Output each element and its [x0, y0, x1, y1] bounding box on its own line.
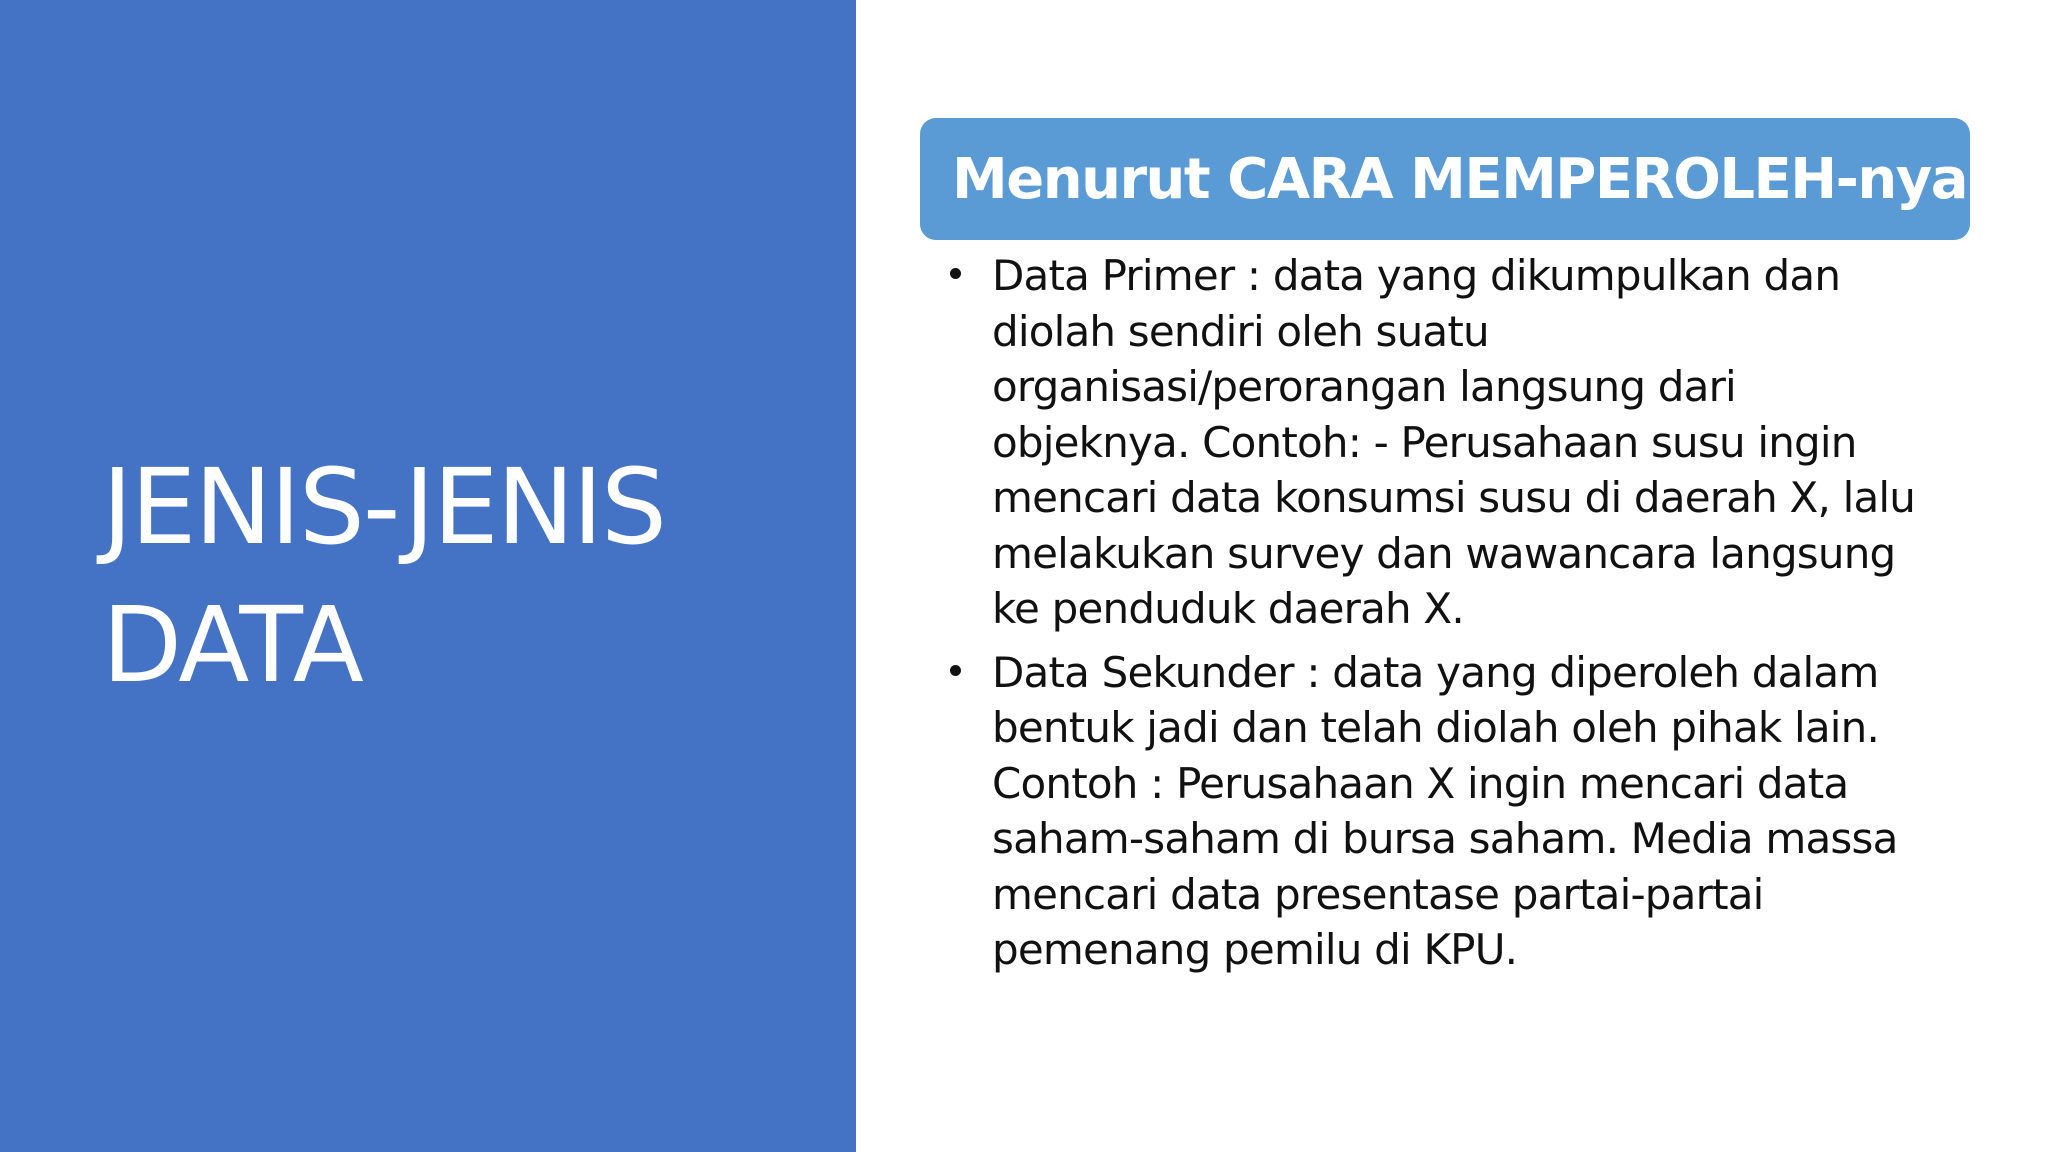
bullet-item-data-primer: [950, 248, 1942, 637]
bullet-text-line: ke penduduk daerah X.: [992, 584, 1464, 633]
bullet-text-line: Data Sekunder : data yang diperoleh dalam: [992, 647, 1879, 697]
bullet-item-data-sekunder: [950, 645, 1942, 978]
bullet-text-line: bentuk jadi dan telah diolah oleh pihak lain.: [992, 703, 1879, 752]
bullet-text-line: mencari data konsumsi susu di daerah X, lalu: [992, 473, 1916, 522]
bullet-text-line: saham-saham di bursa saham. Media massa: [992, 814, 1898, 863]
bullet-text-line: diolah sendiri oleh suatu: [992, 306, 1489, 356]
bullet-text-line: pemenang pemilu di KPU.: [992, 925, 1518, 974]
slide-title-line: DATA: [102, 584, 362, 706]
bullet-text-line: objeknya. Contoh: - Perusahaan susu ingin: [992, 417, 1857, 467]
bullet-icon: [950, 665, 961, 676]
slide-title: [102, 438, 802, 714]
bullet-text-line: mencari data presentase partai-partai: [992, 869, 1764, 919]
title-panel: [0, 0, 856, 1152]
content-panel: [920, 118, 1970, 986]
bullet-text-line: melakukan survey dan wawancara langsung: [992, 528, 1896, 578]
bullet-text-line: organisasi/perorangan langsung dari: [992, 362, 1736, 411]
section-heading: Menurut CARA MEMPEROLEH-nya: [952, 146, 1968, 212]
section-heading-box: [920, 118, 1970, 240]
bullet-text-line: Data Primer : data yang dikumpulkan dan: [992, 251, 1841, 300]
bullet-list: [920, 248, 1970, 978]
slide-title-line: JENIS-JENIS: [102, 446, 666, 568]
bullet-text-line: Contoh : Perusahaan X ingin mencari data: [992, 758, 1849, 808]
bullet-icon: [950, 268, 961, 279]
